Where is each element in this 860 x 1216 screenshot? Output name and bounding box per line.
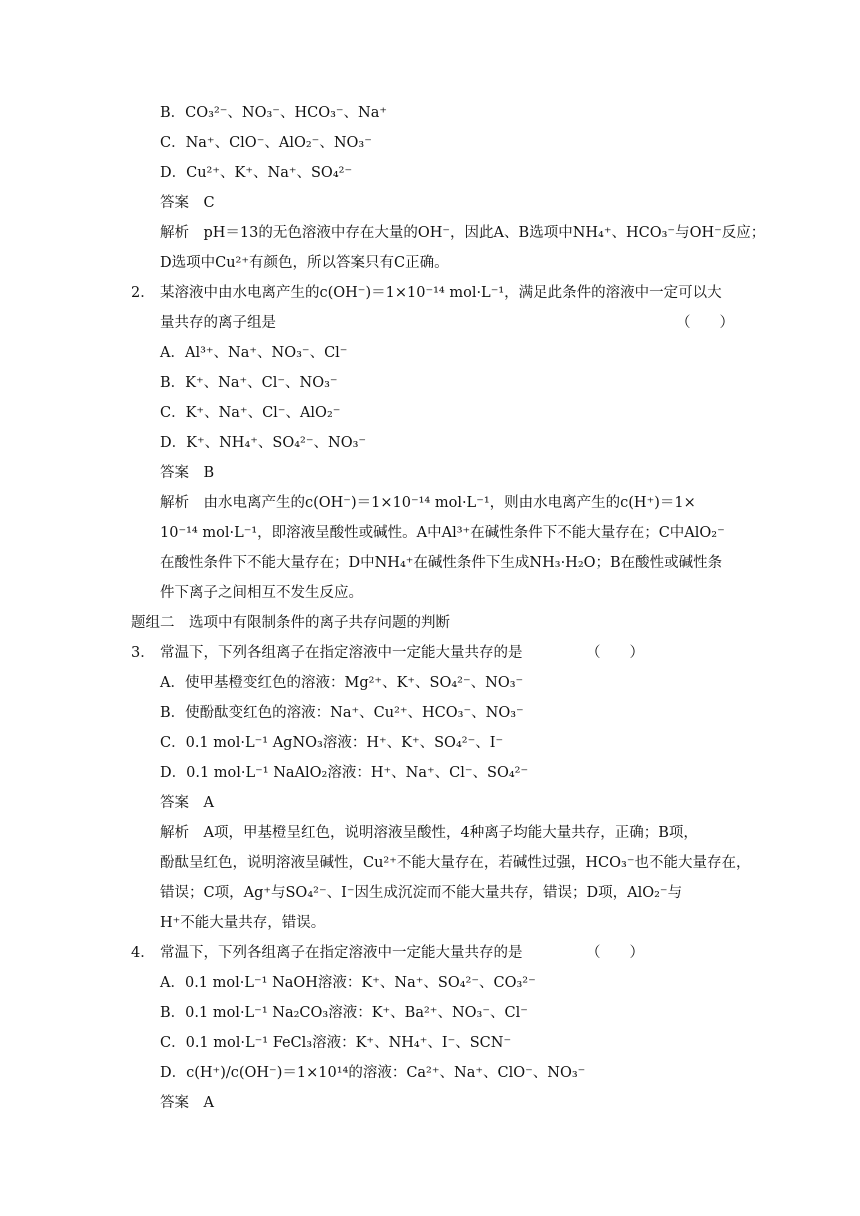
q3-stem: 常温下，下列各组离子在指定溶液中一定能大量共存的是 <box>160 645 523 661</box>
q3-analysis-line-4: H⁺不能大量共存，错误。 <box>160 915 326 931</box>
section-heading-group-2: 题组二 选项中有限制条件的离子共存问题的判断 <box>131 615 450 631</box>
q3-option-b: B．使酚酞变红色的溶液：Na⁺、Cu²⁺、HCO₃⁻、NO₃⁻ <box>160 705 524 721</box>
q2-option-c: C．K⁺、Na⁺、Cl⁻、AlO₂⁻ <box>160 405 341 421</box>
q3-answer: 答案 A <box>160 795 214 811</box>
q1-analysis-line-2: D选项中Cu²⁺有颜色，所以答案只有C正确。 <box>160 255 449 271</box>
q2-stem-line-1: 某溶液中由水电离产生的c(OH⁻)＝1×10⁻¹⁴ mol·L⁻¹，满足此条件的溶液中一定可以大 <box>160 285 722 301</box>
q2-option-d: D．K⁺、NH₄⁺、SO₄²⁻、NO₃⁻ <box>160 435 367 451</box>
q1-analysis-line-1: 解析 pH＝13的无色溶液中存在大量的OH⁻，因此A、B选项中NH₄⁺、HCO₃⁻与OH⁻反应； <box>160 225 766 241</box>
q4-answer-bracket: （ ） <box>586 945 644 961</box>
q3-number: 3． <box>131 645 155 661</box>
q1-option-b: B．CO₃²⁻、NO₃⁻、HCO₃⁻、Na⁺ <box>160 105 388 121</box>
q3-analysis-line-3: 错误；C项，Ag⁺与SO₄²⁻、I⁻因生成沉淀而不能大量共存，错误；D项，AlO₂⁻与 <box>160 885 683 901</box>
q2-option-b: B．K⁺、Na⁺、Cl⁻、NO₃⁻ <box>160 375 338 391</box>
q3-option-a: A．使甲基橙变红色的溶液：Mg²⁺、K⁺、SO₄²⁻、NO₃⁻ <box>160 675 524 691</box>
q4-answer: 答案 A <box>160 1095 214 1111</box>
q2-analysis-line-3: 在酸性条件下不能大量存在；D中NH₄⁺在碱性条件下生成NH₃·H₂O；B在酸性或碱性条 <box>160 555 723 571</box>
q2-answer: 答案 B <box>160 465 215 481</box>
q2-analysis-line-1: 解析 由水电离产生的c(OH⁻)＝1×10⁻¹⁴ mol·L⁻¹，则由水电离产生的c(H⁺)＝1× <box>160 495 696 511</box>
q4-option-a: A．0.1 mol·L⁻¹ NaOH溶液：K⁺、Na⁺、SO₄²⁻、CO₃²⁻ <box>160 975 536 991</box>
q2-analysis-line-2: 10⁻¹⁴ mol·L⁻¹，即溶液呈酸性或碱性。A中Al³⁺在碱性条件下不能大量存在；C中AlO₂⁻ <box>160 525 725 541</box>
q2-stem-line-2: 量共存的离子组是 <box>160 315 276 331</box>
q4-option-d: D．c(H⁺)/c(OH⁻)＝1×10¹⁴的溶液：Ca²⁺、Na⁺、ClO⁻、NO₃⁻ <box>160 1065 586 1081</box>
q4-option-c: C．0.1 mol·L⁻¹ FeCl₃溶液：K⁺、NH₄⁺、I⁻、SCN⁻ <box>160 1035 512 1051</box>
q4-number: 4． <box>131 945 155 961</box>
q3-answer-bracket: （ ） <box>586 645 644 661</box>
q3-option-d: D．0.1 mol·L⁻¹ NaAlO₂溶液：H⁺、Na⁺、Cl⁻、SO₄²⁻ <box>160 765 529 781</box>
q1-option-d: D．Cu²⁺、K⁺、Na⁺、SO₄²⁻ <box>160 165 353 181</box>
q4-option-b: B．0.1 mol·L⁻¹ Na₂CO₃溶液：K⁺、Ba²⁺、NO₃⁻、Cl⁻ <box>160 1005 528 1021</box>
q4-stem: 常温下，下列各组离子在指定溶液中一定能大量共存的是 <box>160 945 523 961</box>
q3-analysis-line-2: 酚酞呈红色，说明溶液呈碱性，Cu²⁺不能大量存在，若碱性过强，HCO₃⁻也不能大量存在， <box>160 855 751 871</box>
q1-answer: 答案 C <box>160 195 215 211</box>
q3-option-c: C．0.1 mol·L⁻¹ AgNO₃溶液：H⁺、K⁺、SO₄²⁻、I⁻ <box>160 735 504 751</box>
q2-analysis-line-4: 件下离子之间相互不发生反应。 <box>160 585 363 601</box>
q2-option-a: A．Al³⁺、Na⁺、NO₃⁻、Cl⁻ <box>160 345 348 361</box>
q2-number: 2． <box>131 285 155 301</box>
q1-option-c: C．Na⁺、ClO⁻、AlO₂⁻、NO₃⁻ <box>160 135 372 151</box>
q2-answer-bracket: （ ） <box>676 315 734 331</box>
q3-analysis-line-1: 解析 A项，甲基橙呈红色，说明溶液呈酸性，4种离子均能大量共存，正确；B项， <box>160 825 698 841</box>
